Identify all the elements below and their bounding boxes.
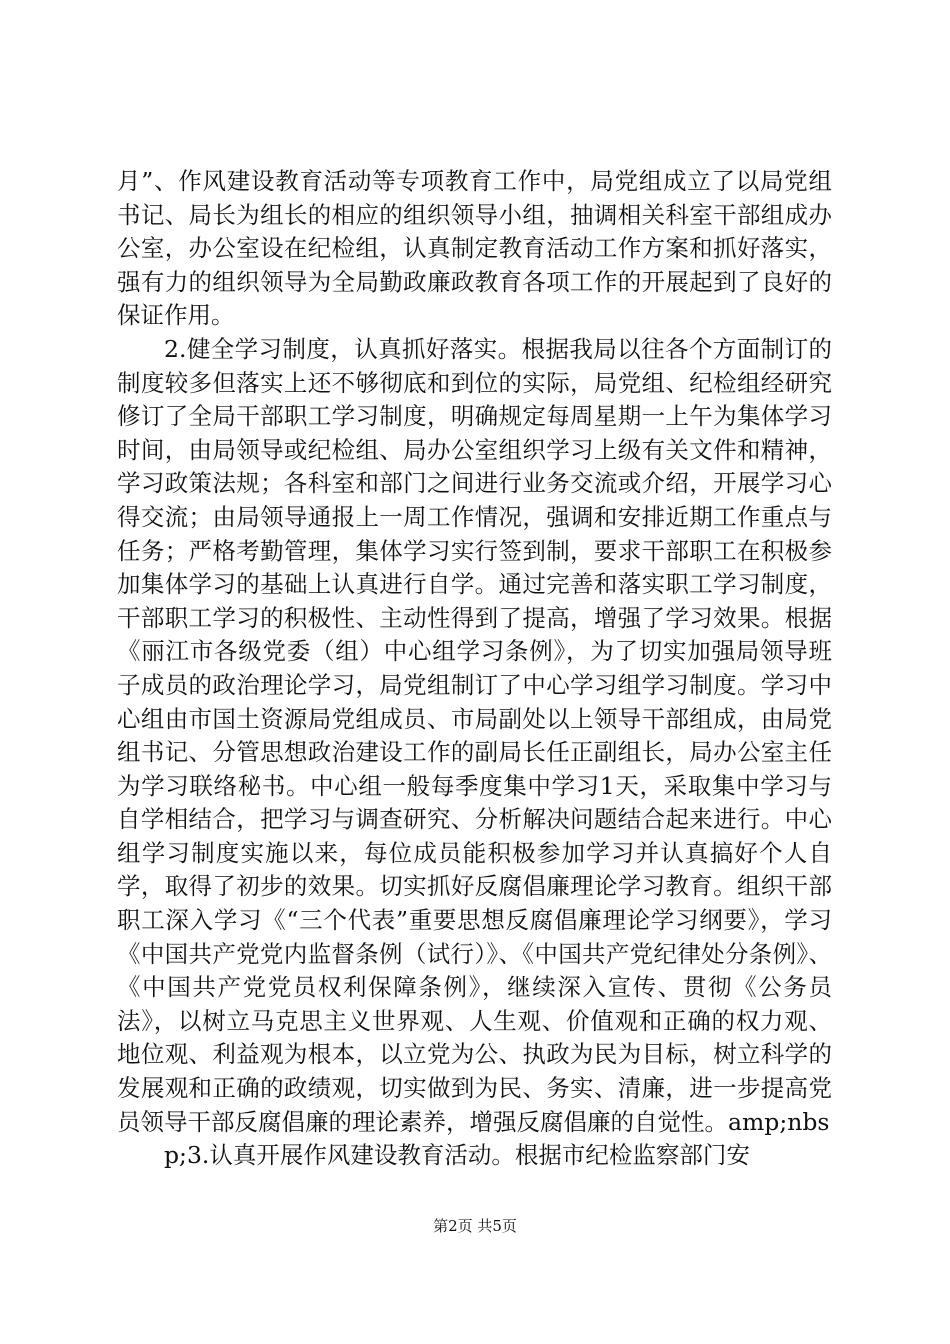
paragraph-3: p;3.认真开展作风建设教育活动。根据市纪检监察部门安 bbox=[164, 1141, 750, 1170]
page-number-label: 第2页 共5页 bbox=[433, 1217, 517, 1235]
document-body bbox=[117, 165, 832, 1173]
paragraph-1: 月”、作风建设教育活动等专项教育工作中，局党组成立了以局党组书记、局长为组长的相应的组织领导小组，抽调相关科室干部组成办公室，办公室设在纪检组，认真制定教育活动工作方案和抓好落实，强有力的组织领导为全局勤政廉政教育各项工作的开展起到了良好的保证作用。 bbox=[117, 167, 832, 330]
paragraph-2: 2.健全学习制度，认真抓好落实。根据我局以往各个方面制订的制度较多但落实上还不够彻底和到位的实际，局党组、纪检组经研究修订了全局干部职工学习制度，明确规定每周星期一上午为集体学习时间，由局领导或纪检组、局办公室组织学习上级有关文件和精神，学习政策法规；各科室和部门之间进行业务交流或介绍，开展学习心得交流；由局领导通报上一周工作情况，强调和安排近期工作重点与任务；严格考勤管理，集体学习实行签到制，要求干部职工在积极参加集体学习的基础上认真进行自学。通过完善和落实职工学习制度，干部职工学习的积极性、主动性得到了提高，增强了学习效果。根据《丽江市各级党委（组）中心组学习条例》，为了切实加强局领导班子成员的政治理论学习，局党组制订了中心学习组学习制度。学习中心组由市国土资源局党组成员、市局副处以上领导干部组成，由局党组书记、分管思想政治建设工作的副局长任正副组长，局办公室主任为学习联络秘书。中心组一般每季度集中学习1天，采取集中学习与自学相结合，把学习与调查研究、分析解决问题结合起来进行。中心组学习制度实施以来，每位成员能积极参加学习并认真搞好个人自学，取得了初步的效果。切实抓好反腐倡廉理论学习教育。组织干部职工深入学习《“三个代表”重要思想反腐倡廉理论学习纲要》，学习《中国共产党党内监督条例（试行）》、《中国共产党纪律处分条例》、《中国共产党党员权利保障条例》，继续深入宣传、贯彻《公务员法》，以树立马克思主义世界观、人生观、价值观和正确的权力观、地位观、利益观为根本，以立党为公、执政为民为目标，树立科学的发展观和正确的政绩观，切实做到为民、务实、清廉，进一步提高党员领导干部反腐倡廉的理论素养，增强反腐倡廉的自觉性。amp;nbs bbox=[117, 334, 832, 1136]
page-footer bbox=[0, 1216, 950, 1236]
